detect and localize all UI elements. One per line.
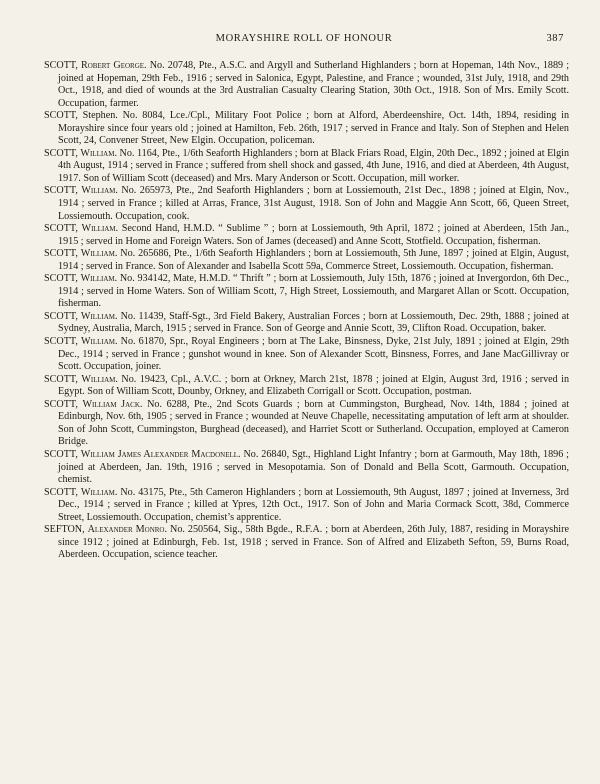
entry-given-name: William.	[80, 310, 118, 322]
entry-given-name: Robert George.	[81, 60, 147, 71]
roll-entry	[44, 374, 569, 399]
roll-entry	[44, 248, 569, 273]
entry-text: No. 43175, Pte., 5th Cameron Highlanders ; born at Lossiemouth, 9th August, 1897 ; joined at Inverness, 3rd Dec., 1914 ; served in France ; killed at Ypres, 12th Oct., 1917. Son of John and Maria Cormack Scott, 38d, Commerce Street, Lossiemouth. Occupation, chemist’s apprentice.	[58, 486, 569, 523]
entry-given-name: William.	[80, 273, 118, 285]
entry-given-name: Stephen.	[82, 110, 118, 122]
entry-text: No. 265686, Pte., 1/6th Seaforth Highlanders ; born at Lossiemouth, 5th June, 1897 ; joined at Elgin, August, 1914 ; served in France. Son of Alexander and Isabella Scott 59a, Commerce Street, Lossiemouth. Occupation, fisherman.	[58, 248, 569, 272]
entry-surname: SCOTT,	[44, 248, 78, 260]
entry-text: No. 19423, Cpl., A.V.C. ; born at Orkney, March 21st, 1878 ; joined at Elgin, August 3rd, 1916 ; served in Egypt. Son of William Scott, Dounby, Orkney, and Elizabeth Corrigall or Scott. Occupation, postman.	[58, 373, 570, 398]
roll-entry	[44, 185, 569, 223]
roll-entry	[44, 524, 569, 562]
entry-text: No. 250564, Sig., 58th Bgde., R.F.A. ; born at Aberdeen, 26th July, 1887, residing in Morayshire since 1912 ; joined at Edinburgh, Feb. 1st, 1918 ; served in France. Son of Alfred and Elizabeth Sefton, 59, Burns Road, Aberdeen. Occupation, science teacher.	[58, 524, 569, 561]
entry-text: No. 11439, Staff-Sgt., 3rd Field Bakery, Australian Forces ; born at Lossiemouth, Dec. 29th, 1888 ; joined at Sydney, Australia, March, 1915 ; served in France. Son of George and Annie Scott, 39, Clifton Road. Occupation, baker.	[58, 310, 570, 335]
entry-text: No. 26840, Sgt., Highland Light Infantry ; born at Garmouth, May 18th, 1896 ; joined at Aberdeen, Jan. 19th, 1916 ; served in Mesopotamia. Son of Donald and Bella Scott, Garmouth. Occupation, chemist.	[58, 448, 569, 486]
entry-surname: SCOTT,	[44, 398, 78, 410]
entry-text: No. 61870, Spr., Royal Engineers ; born at The Lake, Binsness, Dyke, 21st July, 1891 ; joined at Elgin, 29th Dec., 1914 ; served in France ; gunshot wound in knee. Son of Alexander Scott, Binsness, Forres, and Jane MacGillivray or Scott. Occupation, joiner.	[58, 336, 570, 373]
entry-surname: SCOTT,	[44, 60, 78, 71]
entry-text: No. 934142, Mate, H.M.D. “ Thrift ” ; born at Lossiemouth, July 15th, 1876 ; joined at Invergordon, 6th Dec., 1914 ; served in Home Waters. Son of William Scott, 7, High Street, Lossiemouth, and Margaret Allan or Scott. Occupation, fisherman.	[58, 273, 570, 310]
entry-surname: SEFTON,	[44, 524, 85, 536]
entry-surname: SCOTT,	[44, 336, 78, 348]
entry-given-name: William.	[81, 223, 119, 235]
entry-text: No. 8084, Lce./Cpl., Military Foot Police ; born at Alford, Aberdeenshire, Oct. 14th, 1894, residing in Morayshire since four years old ; joined at Hamilton, Feb. 26th, 1917 ; served in France and Italy. Son of Stephen and Helen Scott, 24, Convener Street, New Elgin. Occupation, policeman.	[58, 110, 570, 147]
entry-text: No. 20748, Pte., A.S.C. and Argyll and Sutherland Highlanders ; born at Hopeman, 14th Nov., 1889 ; joined at Hopeman, 29th Feb., 1916 ; served in Salonica, Egypt, Palestine, and France ; wounded, 31st July, 1918, and 29th Oct., 1918, and died of wounds at the 3rd Australian Casualty Clearing Station, 30th Oct., 1918. Son of Mrs. Emily Scott. Occupation, farmer.	[58, 60, 570, 109]
entry-given-name: William.	[81, 185, 118, 197]
entry-given-name: William.	[80, 486, 118, 498]
roll-entry	[44, 223, 569, 248]
entry-text: No. 265973, Pte., 2nd Seaforth Highlanders ; born at Lossiemouth, 21st Dec., 1898 ; joined at Elgin, Nov., 1914 ; served in France ; killed at Arras, France, 31st August, 1918. Son of John and Maggie Ann Scott, 66, Queen Street, Lossiemouth. Occupation, cook.	[58, 185, 570, 222]
roll-entry	[44, 148, 569, 186]
entry-given-name: William.	[80, 147, 117, 159]
entry-given-name: William James Alexander Macdonell.	[80, 448, 241, 460]
entry-surname: SCOTT,	[44, 448, 78, 460]
entry-given-name: William.	[80, 336, 118, 348]
entry-surname: SCOTT,	[44, 373, 78, 385]
entry-surname: SCOTT,	[44, 185, 78, 197]
entry-given-name: William.	[81, 373, 118, 385]
entry-surname: SCOTT,	[44, 310, 78, 322]
roll-entries	[44, 60, 569, 562]
entry-surname: SCOTT,	[44, 110, 78, 122]
roll-entry	[44, 273, 569, 311]
roll-entry	[44, 336, 569, 374]
entry-given-name: William.	[80, 248, 118, 260]
entry-text: No. 6288, Pte., 2nd Scots Guards ; born at Cummingston, Burghead, Nov. 14th, 1884 ; joined at Edinburgh, Nov. 6th, 1905 ; served in France ; wounded at Neuve Chapelle, necessitating amputation of left arm at shoulder. Son of John Scott, Cummingston, Burghead (deceased), and Harriet Scott or Sutherland. Occupation, employed at Cameron Bridge.	[58, 398, 570, 448]
roll-entry	[44, 60, 569, 110]
entry-surname: SCOTT,	[44, 223, 78, 235]
entry-given-name: Alexander Monro.	[87, 524, 168, 536]
roll-entry	[44, 110, 569, 148]
roll-entry	[44, 449, 569, 487]
roll-entry	[44, 399, 569, 449]
entry-text: No. 1164, Pte., 1/6th Seaforth Highlanders ; born at Black Friars Road, Elgin, 20th Dec., 1892 ; joined at Elgin 4th August, 1914 ; served in France ; suffered from shell shock and gassed, 4th June, 1916, and died at Aberdeen, 4th August, 1917. Son of William Scott (deceased) and Mrs. Mary Anderson or Scott. Occupation, mill worker.	[58, 147, 570, 184]
roll-entry	[44, 487, 569, 525]
entry-text: Second Hand, H.M.D. “ Sublime ” ; born at Lossiemouth, 9th April, 1872 ; joined at Aberdeen, 15th Jan., 1915 ; served in Home and Foreign Waters. Son of James (deceased) and Anne Scott, Stotfield. Occupation, fisherman.	[58, 223, 570, 247]
entry-surname: SCOTT,	[44, 273, 78, 285]
page-number: 387	[546, 33, 564, 44]
entry-surname: SCOTT,	[44, 486, 78, 498]
running-title: MORAYSHIRE ROLL OF HONOUR	[215, 33, 393, 44]
entry-given-name: William Jack.	[82, 398, 143, 410]
roll-entry	[44, 311, 569, 336]
entry-surname: SCOTT,	[44, 147, 78, 159]
